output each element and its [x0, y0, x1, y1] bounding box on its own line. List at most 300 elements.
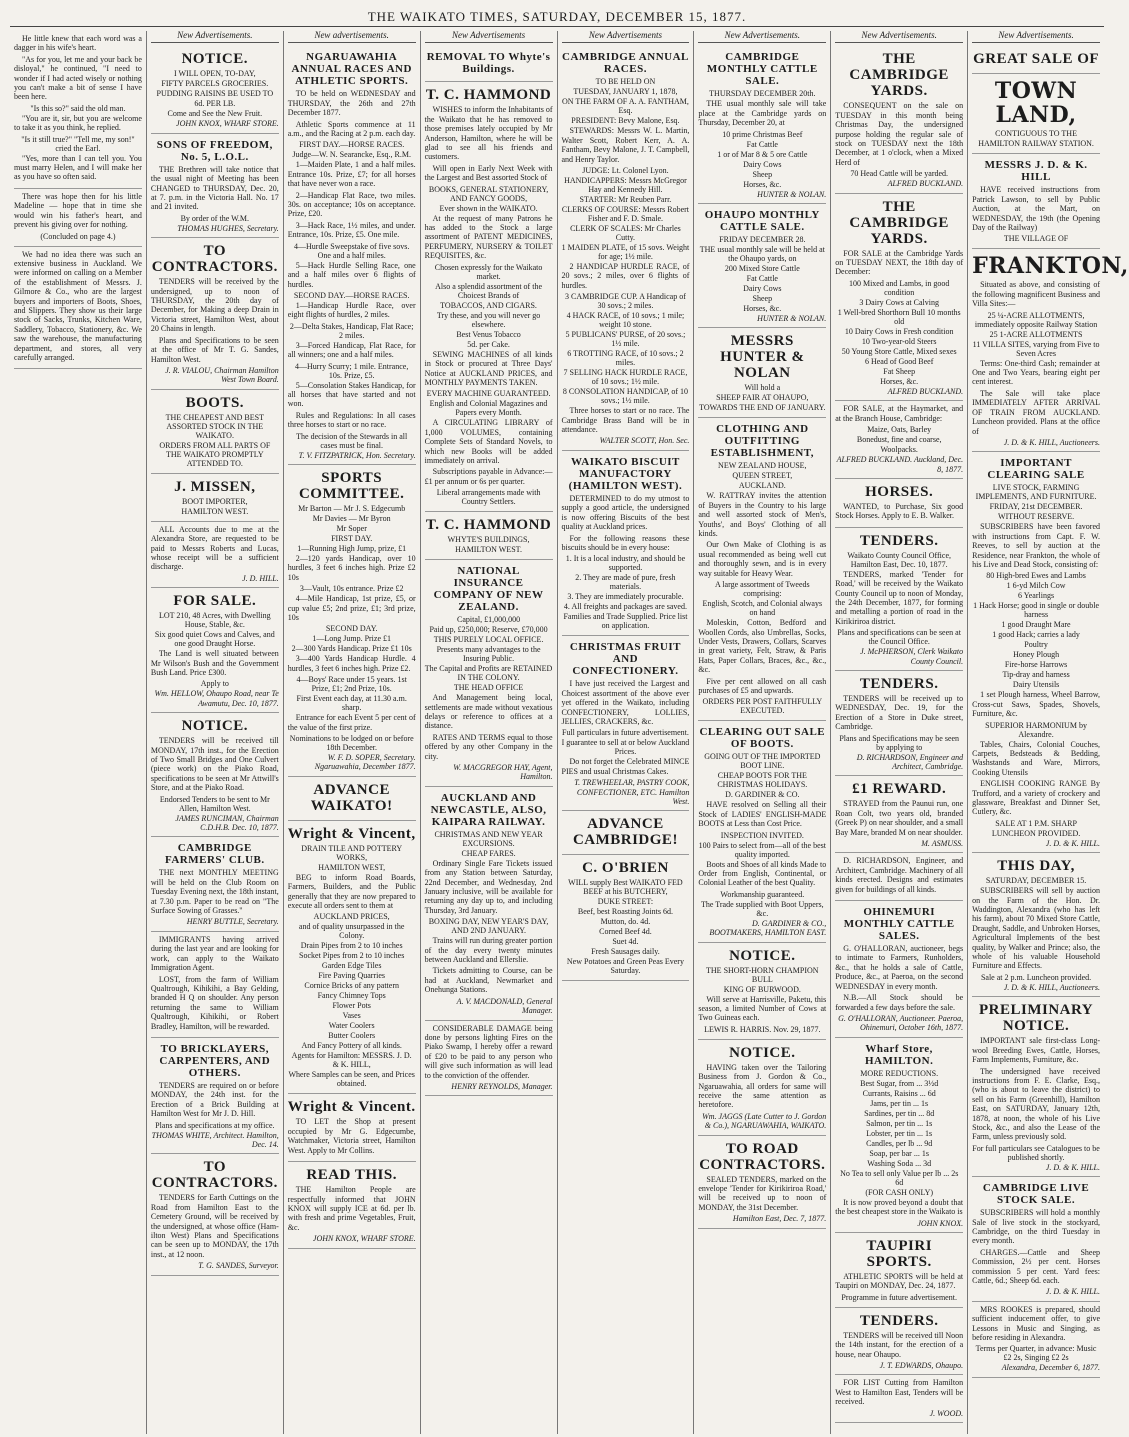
advertisement-text: TENDERS for Earth Cuttings on the Road from Hamilton East to the Cemetery Ground, will be received by the undersigned, at whose office (Ham-ilton West) Plans and Specifications can be seen up to MONDAY, the 17th inst., at 12 noon.	[150, 1193, 279, 1259]
advertisement-text: "As for you, let me and your back be disloyal," he continued, "I need to wonder if I had acted wisely or nothing you can't make a bit of sense I have been here.	[14, 54, 142, 102]
advertisement-title: FOR SALE.	[173, 593, 257, 610]
advertisement-text: FIRST DAY.—HORSE RACES.	[299, 140, 405, 150]
advertisement	[425, 512, 553, 560]
advertisement-text: 6d. PER LB.	[194, 99, 236, 109]
advertisement	[14, 247, 142, 370]
advertisement-text: CONSIDERABLE DAMAGE being done by persons lighting Fires on the Piako Swamp, I hereby offer a reward of £20 to be paid to any person who will give such information as will lead to the conviction of the offender.	[424, 1023, 553, 1080]
advertisement-title: NOTICE.	[729, 947, 796, 964]
advertisement-title: READ THIS.	[306, 1167, 397, 1184]
advertisement-text: Agents for Hamilton: MESSRS. J. D. & K. HILL,	[291, 1051, 412, 1070]
advertisement	[151, 837, 279, 931]
advertisement-text: Corned Beef 4d.	[599, 927, 652, 937]
advertisement	[288, 465, 416, 777]
advertisement-text: 2—Delta Stakes, Handicap, Flat Race; 2 miles.	[289, 321, 414, 340]
advertisement-title: AUCKLAND AND NEWCASTLE, ALSO, KAIPARA RAILWAY.	[430, 791, 547, 828]
advertisement-title: NOTICE.	[181, 718, 249, 735]
advertisement-signature: HENRY REYNOLDS, Manager.	[451, 1081, 553, 1091]
advertisement-text: MRS ROOKES is prepared, should sufficient inducement offer, to give Lessons in Music and Singing, as before residing in Alexandra.	[972, 1304, 1100, 1343]
advertisement-title: Wright & Vincent.	[287, 1099, 416, 1116]
advertisement-text: HAMILTON WEST.	[181, 506, 249, 516]
advertisement-text: THIS PURELY LOCAL OFFICE.	[433, 635, 544, 645]
advertisement-text: Will serve at Harrisville, Paketu, this season, a limited Number of Cows at Two Guineas each.	[698, 994, 827, 1023]
advertisement-text: CHARGES.—Cattle and Sheep Commission, 2½ per cent. Horses commission 5 per cent. Yard fees: Cattle, 6d.; Sheep 6d. each.	[972, 1247, 1100, 1285]
advertisement-text: Full particulars in future advertisement.	[562, 728, 689, 738]
column-heading: New Advertisements.	[835, 31, 963, 43]
advertisement-text: NEW ZEALAND HOUSE,	[718, 461, 807, 471]
advertisement-text: Soap, per bar ... 1s	[869, 1148, 929, 1158]
advertisement-text: Plans and specifications at my office.	[155, 1120, 275, 1130]
advertisement-text: Horses, &c.	[743, 179, 782, 189]
advertisement-text: Sale at 2 p.m. Luncheon provided.	[980, 972, 1092, 982]
advertisement-text: TOBACCOS, AND CIGARS.	[440, 300, 537, 310]
advertisement-text: ENGLISH COOKING RANGE By Trufford, and a variety of crockery and glassware, Breakfast and Dinner Set, Cutlery, &c.	[972, 779, 1100, 817]
advertisement-text: Terms per Quarter, in advance: Music £2 2s, Singing £2 2s	[975, 1344, 1097, 1363]
advertisement-text: Maize, Oats, Barley	[867, 425, 932, 435]
advertisement-text: THE SHORT-HORN CHAMPION BULL	[706, 965, 819, 984]
advertisement-text: STARTER: Mr Reuben Parr.	[579, 195, 672, 205]
advertisement	[835, 901, 963, 1038]
advertisement-text: I guarantee to sell at or below Auckland Prices.	[561, 738, 690, 757]
column-2	[147, 31, 284, 1434]
advertisement	[425, 46, 553, 82]
advertisement-text: IMPORTANT sale first-class Long-wool Breeding Ewes, Cattle, Horses, Farm Implements, Furniture, &c.	[972, 1036, 1100, 1065]
advertisement-text: 2—120 yards Handicap, over 10 hurdles, 3 feet 6 inches high. Prize £2 10s	[287, 553, 416, 582]
advertisement-title: TO CONTRACTORS.	[151, 243, 278, 276]
advertisement-text: New Potatoes and Green Peas Every Saturday.	[566, 957, 684, 976]
advertisement-text: HAMILTON WEST.	[455, 545, 522, 555]
advertisement-text: Presents many advantages to the Insuring Public.	[436, 645, 541, 664]
advertisement-text: PUDDING RAISINS BE USED TO	[156, 89, 274, 99]
advertisement-signature: D. RICHARDSON, Engineer and Architect, Cambridge.	[856, 752, 964, 771]
advertisement	[151, 46, 279, 133]
advertisement-text: 4—Boys' Race under 15 years. 1st Prize, £1; 2nd Prize, 10s.	[296, 675, 407, 694]
advertisement-text: STRAYED from the Paunui run, one Roan Colt, two years old, branded (Greek P) on near shoulder, and a small Bay Mare, branded M on near shoulder.	[835, 799, 964, 837]
advertisement-title: REMOVAL TO Whyte's Buildings.	[426, 51, 551, 76]
advertisement-text: The Capital and Profits are RETAINED IN THE COLONY.	[424, 664, 553, 683]
advertisement-signature: J. D. & K. HILL, Auctioneers.	[1003, 982, 1100, 992]
advertisement-text: Trains will run during greater portion of the day every twenty minutes between Auckland and Ellerslie.	[424, 936, 553, 965]
advertisement-text: Horses, &c.	[743, 304, 782, 314]
advertisement-text: 3—Forced Handicap, Flat Race, for all winners; one and a half miles.	[287, 340, 416, 360]
advertisement	[14, 189, 142, 247]
advertisement-text: 6 Yearlings	[1018, 591, 1055, 601]
advertisement-text: We had no idea there was such an extensive business in Auckland. We were informed on calling on a Member of the establishment of Messrs. J. Gilmore & Co., who are the largest buyers and importers of Boots, Shoes, and Slippers. They show us their large stock of Sacks, Trunks, Kitchen Ware, Saddlery, Tobacco, Stationery, &c. We saw the warehouse, the manufacturing department, and stores, all very carefully arranged.	[14, 249, 142, 362]
advertisement	[425, 82, 553, 512]
advertisement-signature: D. GARDINER & CO., BOOTMAKERS, HAMILTON EAST.	[709, 918, 827, 938]
advertisement-text: There was hope then for his little Madeline — hope that in time she would win his father's heart, and prevent his giving over for nothing.	[14, 191, 142, 230]
advertisement-text: Will open in Early Next Week with the Largest and Best assorted Stock of	[424, 163, 553, 183]
column-8	[968, 30, 1129, 1434]
advertisement-text: Woolpacks.	[880, 445, 918, 455]
advertisement-text: DRAIN TILE AND POTTERY WORKS,	[301, 843, 403, 862]
advertisement-signature: Hamilton East, Dec. 7, 1877.	[732, 1214, 827, 1224]
advertisement-title: CAMBRIDGE MONTHLY CATTLE SALE.	[706, 51, 818, 88]
advertisement-text: (FOR CASH ONLY)	[865, 1187, 934, 1197]
advertisement	[972, 154, 1100, 249]
advertisement	[151, 522, 279, 588]
advertisement-text: SUPERIOR HARMONIUM by Alexandre.	[985, 720, 1087, 739]
advertisement-text: 4—Hurdle Sweepstake of five sovs. One and a half miles.	[294, 241, 410, 260]
advertisement-text: Will hold a	[744, 383, 781, 393]
advertisement-title: THE CAMBRIDGE YARDS.	[849, 51, 949, 100]
advertisement	[835, 1038, 963, 1233]
advertisement-text: 2 HANDICAP HURDLE RACE, of 20 sovs.; 2 miles, over 6 flights of hurdles.	[561, 262, 690, 290]
advertisement-title: THE CAMBRIDGE YARDS.	[849, 198, 949, 247]
advertisement-text: 1—Long Jump. Prize £1	[312, 634, 392, 644]
advertisement-text: Plans and Specifications to be seen at the office of Mr T. G. Sandes, Hamilton West.	[150, 335, 279, 364]
advertisement-text: Mr Soper	[336, 523, 367, 533]
advertisement-signature: J. McPHERSON, Clerk Waikato County Council.	[860, 647, 964, 666]
advertisement-text: WILL supply Best WAIKATO FED BEEF at his BUTCHERY,	[568, 878, 683, 897]
advertisement-text: Best Venus Tobacco	[456, 329, 521, 339]
advertisement-signature: T. G. SANDES, Surveyor.	[198, 1261, 279, 1271]
advertisement-text: BOXING DAY, NEW YEAR'S DAY, AND 2ND JANUARY.	[428, 917, 549, 936]
advertisement-text: Cornice Bricks of any pattern	[304, 981, 399, 991]
advertisement-text: Programme in future advertisement.	[841, 1292, 957, 1302]
advertisement-signature: J. R. VIALOU, Chairman Hamilton West Town Board.	[165, 365, 279, 385]
advertisement-signature: W. MACGREGOR HAY, Agent, Hamilton.	[453, 763, 553, 782]
advertisement-text: Fire Paving Quarries	[318, 971, 386, 981]
advertisement-text: STEWARDS: Messrs W. L. Martin, Walter Scott, Robert Kerr, A. A. Fantham, Bevy Malone, J. T. Campbell, and Henry Taylor.	[561, 126, 690, 164]
advertisement-text: 1—Running High Jump, prize, £1	[297, 543, 407, 553]
advertisement-title: OHAUPO MONTHLY CATTLE SALE.	[704, 209, 820, 234]
advertisement-text: Athletic Sports commence at 11 a.m., and the Racing at 2 p.m. each day.	[287, 119, 416, 139]
advertisement-text: Washing Soda ... 3d	[867, 1158, 932, 1168]
advertisement-text: 11 VILLA SITES, varying from Five to Seven Acres	[972, 339, 1100, 358]
advertisement-signature: G. O'HALLORAN, Auctioneer. Paeroa, Ohinemuri, October 16th, 1877.	[838, 1013, 964, 1033]
advertisement-text: 1 or of Mar 8 & 5 ore Cattle	[717, 149, 808, 159]
advertisement	[562, 811, 690, 855]
advertisement-title: TENDERS.	[859, 1312, 939, 1329]
advertisement-text: Beef, best Roasting Joints 6d.	[577, 907, 673, 917]
advertisement-signature: HENRY BUTTLE, Secretary.	[186, 917, 279, 927]
advertisement-title: HORSES.	[865, 483, 934, 500]
advertisement	[151, 1154, 279, 1275]
column-4	[421, 31, 558, 1434]
advertisement-text: JUDGE: Lt. Colonel Lyon.	[582, 166, 669, 176]
advertisement-text: 3 Dairy Cows at Calving	[859, 297, 939, 307]
advertisement-text: TENDERS, marked 'Tender for Road,' will be received by the Waikato County Council up to noon of Monday, the 24th December, 1877, for forming and metalling a portion of road in the Kirikiriroa district.	[835, 569, 964, 626]
advertisement-text: CONTIGUOUS TO THE	[995, 129, 1077, 139]
advertisement	[835, 479, 963, 528]
advertisement-text: BEG to inform Road Boards, Farmers, Builders, and the Public generally that they are now prepared to execute all orders sent to them at	[287, 872, 416, 911]
advertisement-text: ATHLETIC SPORTS will be held at Taupiri on MONDAY, Dec. 24, 1877.	[835, 1271, 964, 1291]
advertisement-text: Chosen expressly for the Waikato market.	[434, 262, 543, 281]
column-heading: New Advertisements.	[972, 31, 1100, 43]
advertisement-text: I WILL OPEN, TO-DAY,	[173, 69, 256, 79]
advertisement-text: Water Coolers	[328, 1021, 375, 1031]
advertisement-text: Plans and Specifications may be seen by applying to	[839, 733, 960, 752]
advertisement-text: 6 Head of Good Beef	[864, 356, 934, 366]
advertisement-text: Six good quiet Cows and Calves, and one good Draught Horse.	[154, 630, 275, 649]
advertisement-text: At the request of many Patrons he has added to the Stock a large assortment of PATENT MEDICINES, PERFUMERY, NURSERY & TOILET REQUISITES, &c.	[424, 213, 553, 261]
advertisement	[972, 46, 1100, 74]
advertisement-text: AUCKLAND.	[738, 481, 786, 491]
advertisement-text: Dairy Cows	[743, 284, 782, 294]
advertisement	[288, 1094, 416, 1162]
advertisement-text: THE VILLAGE OF	[1003, 234, 1069, 244]
advertisement	[14, 31, 142, 189]
advertisement-text: SUBSCRIBERS will sell by auction on the Farm of the Hon. Dr. Waddington, Alexandra (who has left his farm), about 70 Mixed Store Cattle, Draught, Saddle, and Unbroken Horses, Agricultural Implements of the best quality, by Walker and Prince; also, the whole of his valuable Household Furniture and Effects.	[972, 886, 1100, 971]
advertisement-text: Rules and Regulations: In all cases three horses to start or no race.	[287, 410, 416, 430]
advertisement-text: HAVE received instructions from Patrick Lawson, to sell by Public Auction, at the Mart, on WEDNESDAY, the 19th (the Opening Day of the Railway)	[972, 185, 1100, 233]
advertisement-text: SALE AT 1 P.M. SHARP	[995, 818, 1077, 828]
advertisement-text: DUKE STREET:	[597, 897, 654, 907]
advertisement	[698, 46, 826, 204]
advertisement-text: Three horses to start or no race. The Cambridge Brass Band will be in attendance.	[561, 406, 690, 435]
advertisement-signature: T. TREWHEELAR, PASTRY COOK, CONFECTIONER, ETC. Hamilton West.	[574, 778, 690, 806]
advertisement-text: Fat Cattle	[746, 274, 778, 284]
advertisement-text: HANDICAPPERS: Messrs McGregor Hay and Kennedy Hill.	[564, 176, 687, 195]
advertisement-text: I have just received the Largest and Choicest assortment of the above ever yet offered in the Waikato, including CONFECTIONERY, LOLLIES, JELLIES, CRACKERS, &c.	[561, 679, 690, 726]
advertisement-text: Five per cent allowed on all cash purchases of £5 and upwards.	[698, 676, 827, 695]
column-6	[694, 31, 831, 1434]
advertisement-text: The Sale will take place IMMEDIATELY AFTER ARRIVAL OF TRAIN FROM AUCKLAND. Luncheon provided. Plans at the office of	[972, 388, 1100, 436]
advertisement-text: 50 Young Store Cattle, Mixed sexes	[841, 346, 957, 356]
advertisement-text: Tip-dray and harness	[1002, 670, 1070, 680]
advertisement-signature: J. D. & K. HILL.	[1045, 1162, 1100, 1172]
advertisement-text: BOOKS, GENERAL STATIONERY, AND FANCY GOODS,	[428, 184, 549, 203]
advertisement-text: EVERY MACHINE GUARANTEED.	[426, 389, 551, 399]
advertisement-text: First Event each day, at 11.30 a.m. sharp.	[296, 694, 407, 713]
advertisement-text: CHRISTMAS AND NEW YEAR EXCURSIONS.	[434, 829, 543, 848]
advertisement	[151, 1038, 279, 1154]
advertisement	[835, 1375, 963, 1423]
advertisement-text: He little knew that each word was a dagger in his wife's heart.	[14, 34, 142, 53]
advertisement-title: Wharf Store, HAMILTON.	[864, 1042, 934, 1067]
advertisement-text: MORE REDUCTIONS.	[860, 1068, 939, 1078]
advertisement-text: (Concluded on page 4.)	[40, 231, 116, 241]
advertisement-title: IMPORTANT CLEARING SALE	[987, 457, 1085, 482]
advertisement	[698, 204, 826, 328]
advertisement-signature: JOHN KNOX.	[917, 1218, 964, 1228]
advertisement	[151, 474, 279, 522]
advertisement-text: Our Own Make of Clothing is as usual recommended as being well cut and thoroughly sewn, and is in every way suitable for Heavy Wear.	[698, 540, 827, 578]
advertisement-title: THIS DAY,	[997, 858, 1075, 875]
advertisement-signature: J. D. & K. HILL, Auctioneers.	[1003, 437, 1100, 447]
advertisement-signature: J. D. & K. HILL.	[1045, 1287, 1100, 1297]
advertisement-text: Currants, Raisins ... 6d	[862, 1088, 936, 1098]
advertisement-text: AUCKLAND PRICES,	[313, 912, 390, 922]
advertisement-text: TENDERS will be received till MONDAY, 17th inst., for the Erection of Two Small Bridges and One Culvert (piece work) on the Piako Road, specifications to be seen at Mr Attwill's Store, and at the Piako Road.	[150, 736, 279, 793]
advertisement-text: Subscriptions payable in Advance:—£1 per annum or 6s per quarter.	[424, 467, 553, 486]
advertisement-text: 25 1-ACRE ALLOTMENTS	[989, 329, 1083, 339]
columns-container	[10, 30, 1129, 1434]
advertisement-text: Butter Coolers	[328, 1031, 376, 1041]
column-heading: New Advertisements.	[151, 31, 279, 43]
advertisement-text: D. RICHARDSON, Engineer, and Architect, Cambridge. Machinery of all kinds erected. Designs and estimates given for buildings of all kinds.	[835, 856, 964, 894]
advertisement-text: Workmanship guaranteed.	[720, 889, 805, 899]
advertisement-text: TENDERS are required on or before MONDAY, the 24th inst. for the Erection of a Brick Building at Hamilton West for Mr J. D. Hill.	[150, 1080, 279, 1119]
advertisement-text: 3 CAMBRIDGE CUP. A Handicap of 30 sovs.; 2 miles.	[564, 292, 686, 311]
advertisement	[835, 671, 963, 776]
advertisement-text: Candles, per lb ... 9d	[866, 1138, 933, 1148]
advertisement-text: TENDERS will be received up to WEDNESDAY, Dec. 19, for the Erection of a Store in Duke street, Cambridge.	[835, 693, 964, 732]
advertisement-title: TO CONTRACTORS.	[151, 1159, 278, 1192]
advertisement-text: 70 Head Cattle will be yarded.	[850, 169, 949, 179]
advertisement-text: Apply to	[200, 679, 229, 689]
advertisement-text: CONSEQUENT on the sale on TUESDAY in this month being Christmas Day, the undersigned purpose holding the regular sale of stock on TUESDAY next the 18th December, at 1 o'clock, when a Mixed Herd of	[835, 101, 964, 167]
advertisement-title: T. C. HAMMOND	[425, 87, 552, 104]
advertisement-text: Plans and specifications can be seen at the Council Office.	[837, 628, 961, 647]
advertisement-text: HAMILTON RAILWAY STATION.	[978, 139, 1094, 149]
advertisement-text: Paid up, £250,000; Reserve, £70,000	[429, 625, 548, 635]
advertisement-text: Best Sugar, from ... 3½d	[860, 1078, 939, 1088]
advertisement-text: THE HEAD OFFICE	[453, 683, 524, 693]
advertisement-text: Fat Cattle	[746, 139, 778, 149]
advertisement-text: KING OF BURWOOD.	[723, 984, 801, 994]
advertisement-text: SATURDAY, DECEMBER 15.	[985, 876, 1087, 886]
advertisement-text: TO BE HELD ON	[595, 77, 656, 87]
advertisement-text: 200 Mixed Store Cattle	[724, 264, 800, 274]
advertisement-signature: JOHN KNOX, WHARF STORE.	[312, 1234, 416, 1244]
advertisement-text: WITHOUT RESERVE.	[998, 512, 1075, 522]
column-1	[10, 31, 147, 1434]
advertisement-text: 4—Hurry Scurry; 1 mile. Entrance, 10s. Prize, £5.	[295, 361, 409, 380]
advertisement-signature: HUNTER & NOLAN.	[757, 314, 827, 324]
advertisement	[151, 932, 279, 1038]
advertisement-text: 4—Mile Handicap, 1st prize, £5, or cup value £5; 2nd prize, £1; 3rd prize, 10s	[287, 594, 416, 622]
advertisement-text: Terms: One-third Cash; remainder at One and Two Years, bearing eight per cent interest.	[972, 358, 1100, 387]
advertisement-text: A large assortment of Tweeds comprising:	[714, 580, 810, 599]
advertisement-title: SPORTS COMMITTEE.	[298, 469, 405, 502]
advertisement-title: CLEARING OUT SALE OF BOOTS.	[699, 726, 826, 751]
advertisement-text: 3—400 Yards Handicap Hurdle. 4 hurdles, 3 feet 6 inches high. Prize £2.	[287, 654, 416, 673]
advertisement-text: Fat Sheep	[883, 366, 916, 376]
advertisement-text: Garden Edge Tiles	[321, 961, 382, 971]
advertisement-text: LOT 210, 48 Acres, with Dwelling House, Stable, &c.	[159, 611, 271, 630]
advertisement-text: 3—Hack Race, 1½ miles, and under. Entrance, 10s. Prize, £5. One mile.	[287, 220, 416, 240]
advertisement-title: TENDERS.	[859, 532, 939, 549]
advertisement-text: Capital, £1,000,000	[457, 615, 521, 625]
advertisement-title: NGARUAWAHIA ANNUAL RACES AND ATHLETIC SPORTS.	[291, 51, 412, 88]
advertisement-title: NOTICE.	[729, 1044, 796, 1061]
advertisement-text: Waikato County Council Office, Hamilton East, Dec. 10, 1877.	[847, 550, 951, 569]
advertisement-text: And Fancy Pottery of all kinds.	[301, 1041, 402, 1051]
advertisement-text: CHEAP BOOTS FOR THE CHRISTMAS HOLIDAYS.	[717, 771, 808, 790]
advertisement	[288, 1162, 416, 1248]
advertisement-text: Liberal arrangements made with Country Settlers.	[436, 488, 541, 507]
advertisement-text: The Trade supplied with Boot Uppers, &c.	[700, 899, 824, 918]
advertisement-text: 100 Mixed and Lambs, in good condition	[848, 278, 950, 297]
advertisement-text: THE CHEAPEST AND BEST ASSORTED STOCK IN THE WAIKATO.	[165, 412, 264, 440]
column-7	[831, 31, 968, 1434]
advertisement-text: 3—Vault, 10s entrance. Prize £2	[299, 584, 404, 594]
advertisement	[288, 821, 416, 1095]
advertisement-text: HAVE resolved on Selling all their Stock of LADIES' ENGLISH-MADE BOOTS at Less than Cost Price.	[698, 800, 827, 829]
advertisement-text: THE Hamilton People are respectfully informed that JOHN KNOX will supply ICE at 6d. per lb. with fresh and prime Vegetables, Fruit, &c.	[287, 1185, 416, 1232]
advertisement-title: CHRISTMAS FRUIT AND CONFECTIONERY.	[569, 641, 681, 678]
advertisement-text: 5—Consolation Stakes Handicap, for all horses that have started and not won.	[287, 380, 416, 409]
advertisement-title: PRELIMINARY NOTICE.	[978, 1002, 1094, 1035]
advertisement	[698, 418, 826, 721]
advertisement-title: CAMBRIDGE FARMERS' CLUB.	[164, 842, 265, 867]
advertisement	[698, 943, 826, 1040]
advertisement-title: ADVANCE WAIKATO!	[310, 781, 393, 814]
advertisement-text: Honey Plough	[1013, 650, 1060, 660]
advertisement-text: TOWARDS THE END OF JANUARY.	[699, 403, 826, 413]
advertisement-text: 5—Hack Hurdle Selling Race, one and a half miles over 6 flights of hurdles.	[287, 260, 416, 289]
advertisement	[972, 1177, 1100, 1302]
advertisement-text: FOR LIST Cutting from Hamilton West to Hamilton East, Tenders will be received.	[835, 1378, 964, 1407]
advertisement-text: Boots and Shoes of all kinds Made to Order from English, Continental, or Colonial Leather of the best Quality.	[698, 859, 827, 888]
advertisement-text: 1. It is a local industry, and should be supported.	[565, 554, 686, 573]
advertisement	[151, 238, 279, 389]
advertisement-text: 1—Handicap Hurdle Race, over eight flights of hurdles, 2 miles.	[287, 300, 416, 320]
advertisement-text: LUNCHEON PROVIDED.	[991, 828, 1081, 838]
advertisement-title: TO ROAD CONTRACTORS.	[699, 1140, 826, 1173]
advertisement-text: "Is this so?" said the old man.	[30, 103, 126, 113]
advertisement	[835, 46, 963, 193]
advertisement-text: LEWIS R. HARRIS. Nov. 29, 1877.	[704, 1024, 821, 1034]
advertisement-text: LOST, from the farm of William Qualtrough, Kihikihi, a Bay Gelding, branded H Q on shoulder. Any person returning the same to William Qualtrough, Kihikihi, or Robert Bradley, Hamilton, will be rewarded.	[150, 974, 279, 1031]
advertisement-text: The Land is well situated between Mr Wilson's Bush and the Government Bush Land. Price £300.	[150, 649, 279, 677]
advertisement-title: MESSRS HUNTER & NOLAN	[720, 333, 805, 382]
advertisement	[151, 713, 279, 837]
advertisement-text: 10 prime Christmas Beef	[722, 129, 803, 139]
column-heading: New Advertisements	[425, 31, 553, 43]
advertisement-text: 1 good Draught Mare	[1001, 620, 1071, 630]
advertisement-text: Judge—W. N. Searancke, Esq., R.M.	[292, 150, 411, 160]
advertisement-signature: THOMAS HUGHES, Secretary.	[177, 223, 279, 233]
advertisement-title: J. MISSEN,	[174, 478, 256, 495]
advertisement-signature: A. V. MACDONALD, General Manager.	[456, 996, 553, 1016]
advertisement-signature: JOHN KNOX, WHARF STORE.	[176, 119, 279, 129]
advertisement	[835, 776, 963, 853]
advertisement-text: G. O'HALLORAN, auctioneer, begs to intimate to Farmers, Runholders, &c., that he holds a sale of Cattle, Produce, &c., at Paeroa, on the second WEDNESDAY in every month.	[835, 944, 964, 991]
advertisement-text: IMMIGRANTS having arrived during the last year and are looking for work, can apply to the Waikato Immigration Agent.	[150, 934, 279, 973]
advertisement-text: 7 SELLING HACK HURDLE RACE, of 10 sovs.; 1½ mile.	[563, 368, 688, 387]
advertisement-text: ORDERS FROM ALL PARTS OF THE WAIKATO PROMPTLY ATTENDED TO.	[159, 440, 271, 468]
advertisement	[151, 390, 279, 474]
advertisement-signature: ALFRED BUCKLAND.	[887, 386, 964, 396]
advertisement-text: Tickets admitting to Course, can be had at Auckland, Newmarket and Onehunga Stations.	[424, 966, 553, 995]
advertisement-text: TENDERS will be received by the undersigned, up to noon of THURSDAY, the 20th day of December, for Making a deep Drain in Victoria street, Hamilton West, about 20 Chains in length.	[150, 277, 279, 334]
advertisement-text: By order of the W.M.	[180, 213, 250, 223]
advertisement	[151, 134, 279, 238]
advertisement	[698, 721, 826, 942]
advertisement-signature: M. ASMUSS.	[921, 839, 964, 849]
advertisement	[835, 194, 963, 402]
advertisement-text: Nominations to be lodged on or before 18th December.	[289, 734, 414, 753]
advertisement-text: 1—Maiden Plate, 1 and a half miles. Entrance 10s. Prize, £7; for all horses that have never won a race.	[287, 160, 416, 189]
advertisement-title: TOWN LAND,	[994, 78, 1078, 129]
advertisement-text: Jams, per tin ... 1s	[870, 1098, 929, 1108]
column-heading: New Advertisements.	[698, 31, 826, 43]
advertisement-text: 1 set Plough harness, Wheel Barrow, Cross-cut Saws, Spades, Shovels, Furniture, &c.	[972, 690, 1100, 719]
advertisement-text: FRIDAY, 21st DECEMBER.	[989, 502, 1083, 512]
advertisement-text: Vases	[342, 1011, 361, 1021]
advertisement	[288, 777, 416, 821]
advertisement-title: ADVANCE CAMBRIDGE!	[572, 816, 678, 849]
advertisement-signature: Wm. JAGGS (Late Cutter to J. Gordon & Co.), NGARUAWAHIA, WAIKATO.	[702, 1111, 827, 1131]
column-5	[558, 31, 695, 1434]
advertisement	[562, 636, 690, 811]
advertisement-text: Mr Barton — Mr J. S. Edgecumb	[298, 503, 406, 513]
advertisement-text: The undersigned have received instructions from F. E. Clarke, Esq., (who is about to leave the district) to sell on his Farm (Greenhill), Hamilton East, on SATURDAY, January 12th, 1878, at noon, the whole of his Live Stock, &c., and also the Lease of the Farm, unless previously sold.	[972, 1066, 1100, 1142]
advertisement-title: BOOTS.	[185, 394, 245, 411]
advertisement	[562, 451, 690, 636]
advertisement-text: A CIRCULATING LIBRARY of 1,000 VOLUMES, containing Complete Sets of Standard Novels, to which new Books will be added immediately on arrival.	[424, 418, 553, 465]
advertisement-signature: WALTER SCOTT, Hon. Sec.	[599, 436, 690, 446]
masthead: THE WAIKATO TIMES, SATURDAY, DECEMBER 15, 1877.	[10, 8, 1104, 27]
advertisement-text: 1 good Hack; carries a lady	[992, 630, 1080, 640]
advertisement-text: Do not forget the Celebrated MINCE PIES and usual Christmas Cakes.	[561, 757, 690, 776]
advertisement-title: SONS OF FREEDOM, No. 5, L.O.L.	[156, 138, 273, 163]
advertisement-text: 1 6-yd Milch Cow	[1006, 581, 1066, 591]
advertisement	[698, 1040, 826, 1136]
advertisement-text: 4. All freights and packages are saved.	[563, 602, 687, 612]
